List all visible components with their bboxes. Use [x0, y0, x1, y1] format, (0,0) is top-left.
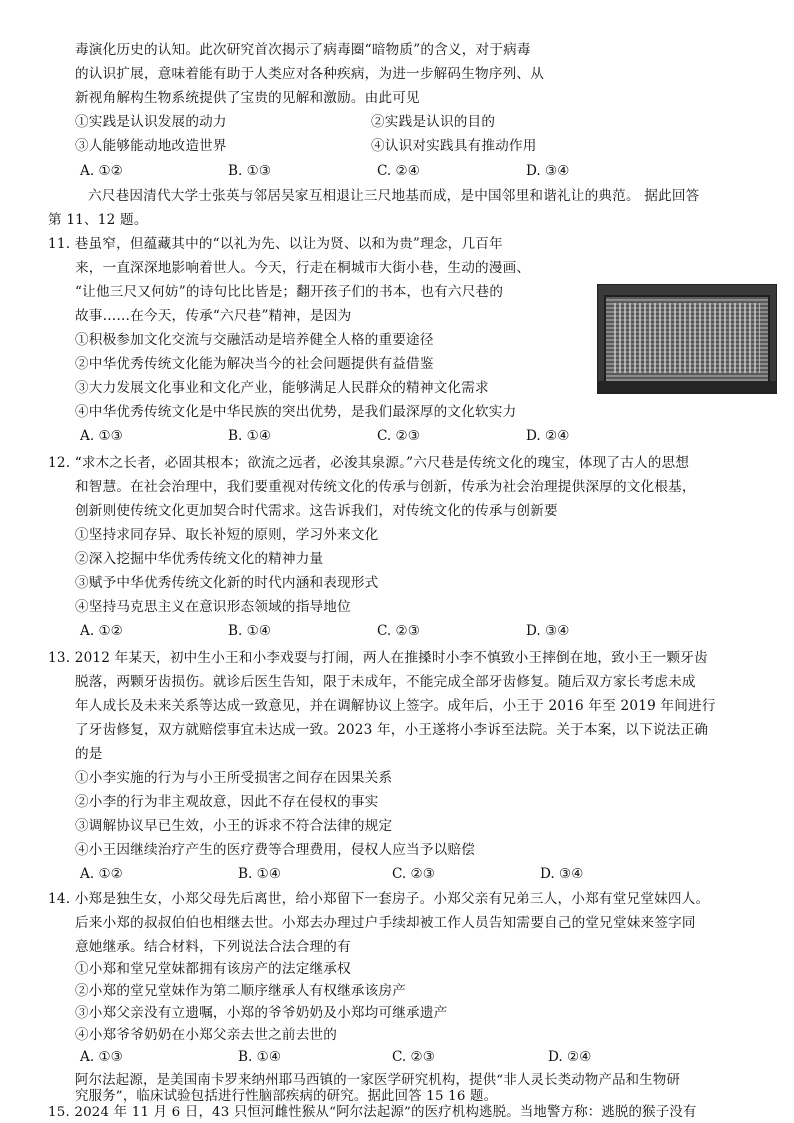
q14-stem-line-2: 后来小郑的叔叔伯伯也相继去世。小郑去办理过户手续却被工作人员告知需要自己的堂兄堂妹来签字同: [75, 915, 696, 931]
q10-option-2: ②实践是认识的目的: [371, 114, 496, 130]
q14-option-3: ③小郑父亲没有立遗嘱，小郑的爷爷奶奶及小郑均可继承遗产: [75, 1005, 448, 1021]
q13-choice-d: D. ③④: [540, 866, 584, 882]
q11-stem-line-4: 故事……在今天，传承“六尺巷”精神，是因为: [75, 308, 352, 324]
q11-option-1: ①积极参加文化交流与交融活动是培养健全人格的重要途径: [75, 332, 434, 348]
q12-option-2: ②深入挖掘中华优秀传统文化的精神力量: [75, 551, 324, 567]
q12-choice-c: C. ②③: [377, 623, 420, 639]
q11-option-4: ④中华优秀传统文化是中华民族的突出优势，是我们最深厚的文化软实力: [75, 404, 517, 420]
tablet-inscription: [604, 295, 770, 383]
q13-choice-b: B. ①④: [238, 866, 282, 882]
q14-choice-d: D. ②④: [548, 1049, 592, 1065]
q13-stem-line-1: 13. 2012 年某天，初中生小王和小李戏耍与打闹，两人在推搡时小李不慎致小王摔倒在地，致小王一颗牙齿: [48, 650, 708, 666]
q13-stem-line-2: 脱落，两颗牙齿损伤。就诊后医生告知，限于未成年，不能完成全部牙齿修复。随后双方家长考虑未成: [75, 674, 696, 690]
q14-option-4: ④小郑爷爷奶奶在小郑父亲去世之前去世的: [75, 1027, 338, 1043]
q13-choice-c: C. ②③: [392, 866, 435, 882]
q10-choice-d: D. ③④: [526, 163, 570, 179]
q11-choice-d: D. ②④: [526, 428, 570, 444]
q10-choice-c: C. ②④: [377, 163, 420, 179]
q11-option-3: ③大力发展文化事业和文化产业，能够满足人民群众的精神文化需求: [75, 380, 489, 396]
q13-stem-line-4: 了牙齿修复，双方就赔偿事宜未达成一致。2023 年，小王遂将小李诉至法院。关于本案，以下说法正确: [75, 722, 709, 738]
q14-option-2: ②小郑的堂兄堂妹作为第二顺序继承人有权继承该房产: [75, 983, 407, 999]
intro-15-16-line-2: 究服务”，临床试验包括进行性脑部疾病的研究。据此回答 15 16 题。: [75, 1089, 498, 1104]
q10-option-4: ④认识对实践具有推动作用: [371, 138, 537, 154]
q10-option-3: ③人能够能动地改造世界: [75, 138, 227, 154]
q11-choice-b: B. ①④: [228, 428, 272, 444]
q11-option-2: ②中华优秀传统文化能为解决当今的社会问题提供有益借鉴: [75, 356, 434, 372]
q11-choice-a: A. ①③: [80, 428, 123, 444]
q12-option-4: ④坚持马克思主义在意识形态领域的指导地位: [75, 599, 351, 615]
q14-choice-b: B. ①④: [238, 1049, 282, 1065]
q13-option-2: ②小李的行为非主观故意，因此不存在侵权的事实: [75, 794, 379, 810]
stone-tablet-photo: [597, 284, 777, 394]
tablet-base: [598, 381, 776, 393]
q11-stem-line-2: 来，一直深深地影响着世人。今天，行走在桐城市大街小巷，生动的漫画、: [75, 260, 531, 276]
intro-11-12-line-1: 六尺巷因清代大学士张英与邻居吴家互相退让三尺地基而成，是中国邻里和谐礼让的典范。 据此回答: [88, 188, 700, 204]
intro-11-12-line-2: 第 11、12 题。: [48, 212, 148, 228]
q12-stem-line-1: 12. “求木之长者，必固其根本；欲流之远者，必浚其泉源。”六尺巷是传统文化的瑰宝，体现了古人的思想: [48, 455, 690, 471]
q10-stem-line-2: 的认识扩展，意味着能有助于人类应对各种疾病，为进一步解码生物序列、从: [75, 66, 544, 82]
q12-stem-line-2: 和智慧。在社会治理中，我们要重视对传统文化的传承与创新，传承为社会治理提供深厚的文化根基，: [75, 479, 696, 495]
q12-choice-d: D. ③④: [526, 623, 570, 639]
q13-option-3: ③调解协议早已生效，小王的诉求不符合法律的规定: [75, 818, 393, 834]
q10-choice-a: A. ①②: [80, 163, 123, 179]
q12-stem-line-3: 创新则使传统文化更加契合时代需求。这告诉我们，对传统文化的传承与创新要: [75, 503, 558, 519]
q14-option-1: ①小郑和堂兄堂妹都拥有该房产的法定继承权: [75, 961, 351, 977]
q11-stem-line-3: “让他三尺又何妨”的诗句比比皆是；翻开孩子们的书本，也有六尺巷的: [75, 284, 504, 300]
q15-stem-line-1: 15. 2024 年 11 月 6 日，43 只恒河雌性猴从“阿尔法起源”的医疗机构逃脱。当地警方称：逃脱的猴子没有: [48, 1105, 697, 1120]
q13-option-4: ④小王因继续治疗产生的医疗费等合理费用，侵权人应当予以赔偿: [75, 842, 476, 858]
q13-stem-line-3: 年人成长及未来关系等达成一致意见，并在调解协议上签字。成年后，小王于 2016 年至 2019 年间进行: [75, 698, 716, 714]
q11-stem-line-1: 11. 巷虽窄，但蕴藏其中的“以礼为先、以让为贤、以和为贵”理念，几百年: [48, 236, 503, 252]
q13-option-1: ①小李实施的行为与小王所受损害之间存在因果关系: [75, 770, 393, 786]
q13-choice-a: A. ①②: [80, 866, 123, 882]
q12-option-3: ③赋予中华优秀传统文化新的时代内涵和表现形式: [75, 575, 379, 591]
intro-15-16-line-1: 阿尔法起源，是美国南卡罗来纳州耶马西镇的一家医学研究机构，提供“非人灵长类动物产品和生物研: [75, 1073, 681, 1088]
q12-option-1: ①坚持求同存异、取长补短的原则，学习外来文化: [75, 527, 379, 543]
q14-stem-line-1: 14. 小郑是独生女，小郑父母先后离世，给小郑留下一套房子。小郑父亲有兄弟三人，小郑有堂兄堂妹四人。: [48, 891, 710, 907]
q14-choice-a: A. ①③: [80, 1049, 123, 1065]
q12-choice-b: B. ①④: [228, 623, 272, 639]
q10-option-1: ①实践是认识发展的动力: [75, 114, 227, 130]
q11-choice-c: C. ②③: [377, 428, 420, 444]
q10-stem-line-1: 毒演化历史的认知。此次研究首次揭示了病毒圈“暗物质”的含义，对于病毒: [75, 42, 531, 58]
q12-choice-a: A. ①②: [80, 623, 123, 639]
q10-stem-line-3: 新视角解构生物系统提供了宝贵的见解和激励。由此可见: [75, 90, 420, 106]
q14-choice-c: C. ②③: [392, 1049, 435, 1065]
q10-choice-b: B. ①③: [228, 163, 272, 179]
q14-stem-line-3: 意她继承。结合材料，下列说法合法合理的有: [75, 939, 351, 955]
q13-stem-line-5: 的是: [75, 746, 103, 762]
